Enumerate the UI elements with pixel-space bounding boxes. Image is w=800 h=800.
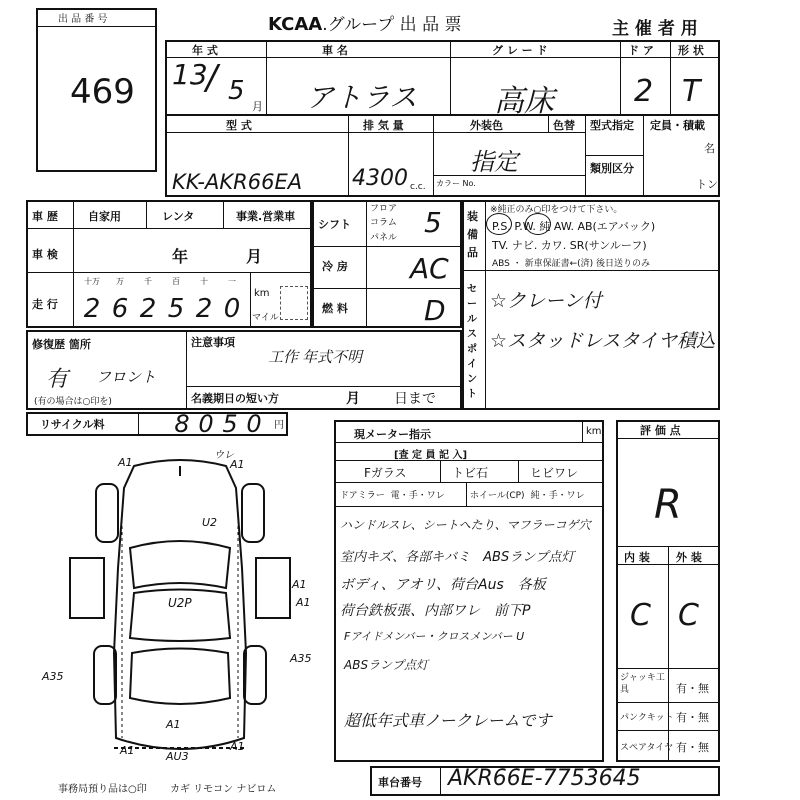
fuel-value: D	[424, 294, 446, 327]
lot-number-label: 出 品 番 号	[58, 14, 108, 25]
sale-point-2: ☆スタッドレスタイヤ積込	[490, 330, 716, 352]
sale-points-label: セールスポイント	[467, 284, 477, 400]
color-value: 指定	[470, 148, 518, 176]
shift-value: 5	[424, 206, 442, 239]
equipment-note: ※純正のみ○印をつけて下さい。	[490, 205, 623, 215]
recycle-label: リサイクル料	[40, 418, 105, 431]
mileage-unit: 一	[228, 277, 236, 286]
shift-floor: フロア	[370, 204, 398, 214]
repair-note: (有の場合は○印を)	[34, 397, 112, 407]
rating-label: 評 価 点	[640, 424, 681, 437]
mileage-units	[78, 276, 246, 287]
overall-rating: R	[654, 482, 682, 528]
tobi-ishi-label: トビ石	[452, 466, 489, 480]
meter-unit: km	[586, 426, 602, 437]
interior-rating: C	[630, 598, 651, 633]
displacement-label: 排 気 量	[363, 119, 404, 132]
inspection-month: 月	[246, 247, 263, 266]
model-value: KK-AKR66EA	[172, 170, 303, 194]
private-option: 自家用	[88, 210, 121, 223]
diagram-mark: A35	[42, 670, 64, 683]
diagram-mark: A35	[290, 652, 312, 665]
jack-yes-no: 有・無	[676, 682, 709, 695]
mileage-unit: 百	[172, 277, 180, 286]
jack-label: ジャッキ工 具	[620, 673, 665, 695]
mileage-digit: 0	[223, 294, 241, 324]
lot-number: 469	[70, 72, 135, 112]
inspector-note-5: Fアイドメンバー・クロスメンバー U	[344, 630, 525, 643]
color-label: 外装色	[470, 119, 503, 132]
mileage-unit: 万	[116, 277, 124, 286]
vin-label: 車台番号	[378, 776, 422, 789]
mile-box	[280, 286, 308, 320]
name-label: 車 名	[322, 44, 348, 57]
keys-note: カギ リモコン ナビロム	[170, 784, 277, 795]
diagram-mark: A1	[230, 458, 245, 471]
diagram-mark: ウレ	[214, 450, 234, 461]
recycle-digit: 8	[174, 410, 190, 438]
pw-circle	[525, 213, 551, 235]
mile-label: マイル	[252, 313, 279, 323]
left-mirror	[70, 558, 104, 618]
shape-value: T	[682, 74, 701, 109]
diagram-mark: A1	[120, 744, 135, 757]
inspector-note-1: ハンドルスレ、シートへたり、マフラーコゲ穴	[340, 518, 591, 532]
vin-value: AKR66E-7753645	[448, 766, 641, 791]
repair-value: 有	[46, 367, 69, 392]
ps-circle	[486, 213, 512, 235]
mileage-digit: 2	[83, 294, 101, 324]
doors-label: ド ア	[628, 44, 654, 57]
recycle-digit: 5	[222, 410, 238, 438]
puncture-label: パンクキット	[620, 713, 674, 723]
meter-label: 現メーター指示	[354, 428, 431, 441]
tons-unit: トン	[696, 178, 718, 191]
front-right-tire	[242, 484, 264, 542]
diagram-mark: A1	[166, 718, 181, 731]
wheel-options: 純・手・ワレ	[530, 491, 585, 501]
mileage-label: 走 行	[32, 298, 58, 311]
title-text: .グループ 出 品 票	[322, 15, 462, 35]
recycle-digits	[170, 410, 266, 438]
organizer-label: 主 催 者 用	[612, 19, 698, 39]
ac-value: AC	[410, 252, 449, 285]
category-label: 類別区分	[590, 162, 634, 175]
shape-label: 形 状	[678, 44, 704, 57]
business-option: 事業.営業車	[236, 210, 296, 223]
inspector-note-2: 室内キズ、各部キバミ ABSランプ点灯	[340, 550, 575, 565]
equipment-line-3: ABS ・ 新車保証書←(済) 後日送りのみ	[492, 259, 651, 269]
mileage-digits	[78, 294, 246, 324]
mileage-digit: 2	[195, 294, 213, 324]
windshield	[130, 541, 230, 588]
color-change-label: 色替	[553, 119, 575, 132]
fglass-label: Fガラス	[364, 466, 407, 480]
equipment-line-2: TV. ナビ. カワ. SR(サンルーフ)	[492, 239, 647, 252]
inspection-year: 年	[172, 247, 189, 266]
year-label: 年 式	[192, 44, 218, 57]
repair-label: 修復歴 箇所	[32, 338, 91, 351]
wheel-text: ホイール(CP)	[470, 491, 525, 501]
shift-column: コラム	[370, 218, 397, 228]
recycle-unit: 円	[274, 420, 284, 431]
month-unit: 月	[252, 100, 263, 113]
diagram-mark: U2P	[168, 596, 192, 610]
doc-title	[268, 10, 461, 35]
mileage-unit: 十	[200, 277, 208, 286]
recycle-digit: 0	[246, 410, 262, 438]
equipment-line-1: P.S. P.W. 純 AW. AB(エアバック)	[492, 220, 656, 233]
exterior-rating: C	[678, 598, 699, 633]
fuel-label: 燃 料	[322, 302, 348, 315]
deadline-day: 日まで	[394, 391, 436, 407]
exterior-label: 外 装	[676, 551, 702, 564]
inspector-note-7: 超低年式車ノークレームです	[344, 711, 552, 730]
ac-label: 冷 房	[322, 260, 348, 273]
deadline-label: 名義期日の短い方	[191, 392, 279, 405]
shift-panel: パネル	[370, 233, 398, 243]
inspector-note-4: 荷台鉄板張、内部ワレ 前下P	[340, 603, 531, 619]
mileage-digit: 2	[139, 294, 157, 324]
color-no-label: カラー No.	[436, 179, 476, 188]
hibi-ware-label: ヒビワレ	[530, 466, 579, 480]
doors-value: 2	[634, 74, 654, 109]
spare-yes-no: 有・無	[676, 741, 709, 754]
inspection-label: 車 検	[32, 248, 58, 261]
capacity-label: 定員・積載	[650, 119, 705, 132]
persons-unit: 名	[704, 142, 715, 155]
sale-point-1: ☆クレーン付	[490, 290, 602, 312]
equipment-label: 装備品	[467, 210, 478, 259]
spare-label: スペアタイヤ	[620, 743, 674, 753]
displacement-value: 4300	[352, 166, 408, 191]
diagram-mark: U2	[202, 516, 218, 529]
diagram-mark: A1	[292, 578, 307, 591]
mileage-digit: 5	[167, 294, 185, 324]
inspector-note-3: ボディ、アオリ、荷台Aus 各板	[340, 577, 546, 593]
diagram-mark: A1	[118, 456, 133, 469]
mileage-unit: 千	[144, 277, 152, 286]
wheel-label	[470, 488, 585, 501]
shift-label: シフト	[318, 218, 351, 231]
rear-window	[130, 649, 230, 705]
rear-right-tire	[244, 646, 266, 704]
interior-label: 内 装	[624, 551, 650, 564]
office-note: 事務局預り品は○印	[58, 784, 147, 795]
vehicle-name: アトラス	[306, 81, 418, 114]
front-left-tire	[96, 484, 118, 542]
rental-option: レンタ	[162, 210, 195, 223]
mileage-digit: 6	[111, 294, 129, 324]
inspect-label: [査 定 員 記 入]	[394, 450, 468, 461]
history-label: 車 歴	[32, 210, 58, 223]
grade-label: グ レ ー ド	[492, 44, 548, 57]
door-mirror-options: 電・手・ワレ	[390, 491, 445, 501]
right-mirror	[256, 558, 290, 618]
grade-value: 高床	[494, 84, 554, 119]
brand-logo: KCAA	[268, 14, 323, 35]
year-slash: /	[206, 58, 218, 98]
mileage-unit: 十万	[84, 277, 100, 286]
door-mirror-label	[340, 488, 445, 501]
notice-prefix: 工作	[268, 348, 299, 366]
repair-location: フロント	[96, 368, 157, 386]
year-value: 13	[172, 58, 208, 91]
model-label: 型 式	[226, 119, 252, 132]
diagram-mark: AU3	[166, 750, 189, 763]
diagram-mark: A1	[296, 596, 311, 609]
diagram-mark: A1	[230, 740, 245, 753]
deadline-month: 月	[346, 391, 360, 407]
km-label: km	[254, 288, 270, 299]
month-value: 5	[228, 76, 245, 106]
inspector-note-6: ABSランプ点灯	[344, 658, 429, 672]
rear-left-tire	[94, 646, 116, 704]
puncture-yes-no: 有・無	[676, 711, 709, 724]
recycle-digit: 0	[198, 410, 214, 438]
door-mirror-text: ドアミラー	[340, 491, 385, 501]
type-spec-label: 型式指定	[590, 119, 634, 132]
cc-unit: c.c.	[410, 182, 426, 192]
notice-label: 注意事項	[191, 336, 235, 349]
notice-value: 年式不明	[302, 348, 363, 366]
